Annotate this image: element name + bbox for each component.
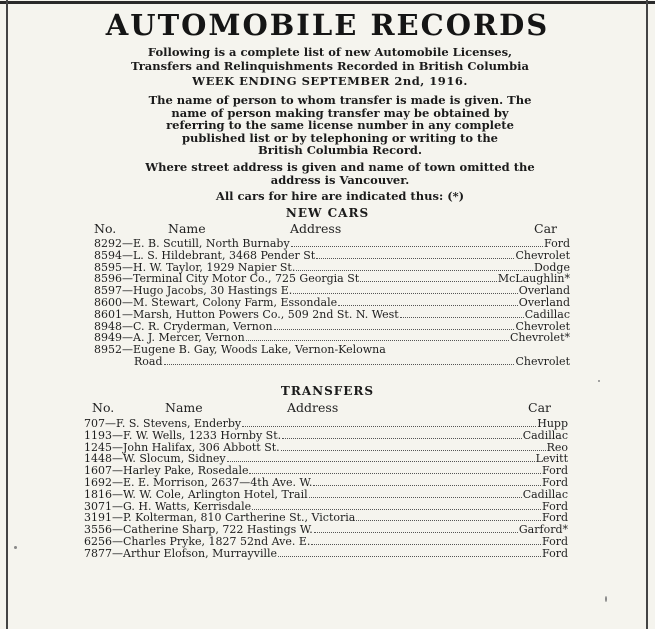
dot-leader (400, 309, 524, 318)
car-make: Overland (518, 295, 570, 309)
hire-note-paragraph (92, 190, 588, 203)
column-header-no: No. (94, 221, 117, 236)
owner-name-address: —Terminal City Motor Co., 725 Georgia St (122, 272, 360, 286)
intro-line: Following is a complete list of new Automobile Licenses, (147, 45, 513, 59)
car-make: McLaughlin* (497, 272, 570, 286)
car-make: Chevrolet (515, 248, 570, 262)
owner-name-address: —Hugo Jacobs, 30 Hastings E. (122, 284, 293, 298)
car-make: Garford* (518, 523, 568, 537)
dot-leader (274, 321, 515, 330)
dot-leader (227, 453, 535, 462)
license-number: 8596 (94, 272, 122, 286)
list-item (84, 536, 568, 548)
dot-leader (242, 418, 536, 427)
owner-name-address: —Marsh, Hutton Powers Co., 509 2nd St. N. West (122, 307, 399, 321)
page-title: AUTOMOBILE RECORDS (105, 8, 550, 42)
dot-leader (338, 297, 518, 306)
car-make: Ford (542, 546, 568, 560)
dot-leader (252, 501, 541, 510)
intro-line: Transfers and Relinquishments Recorded in British Columbia (131, 59, 529, 73)
car-make: Levitt (535, 452, 568, 466)
address-note-paragraph (92, 161, 588, 186)
paragraph-line: Where street address is given and name of town omitted the (145, 160, 535, 174)
license-number: 3071 (84, 499, 112, 513)
car-make: Chevrolet (515, 319, 570, 333)
license-number: 8594 (94, 248, 122, 262)
car-make: Reo (546, 440, 568, 454)
list-item (94, 309, 570, 321)
owner-name-address: —M. Stewart, Colony Farm, Essondale (122, 295, 338, 309)
list-item (84, 430, 568, 442)
dot-leader (311, 536, 541, 545)
dot-leader (360, 273, 497, 282)
owner-name-address: —Charles Pryke, 1827 52nd Ave. E. (112, 534, 311, 548)
list-item (94, 297, 570, 309)
print-speck (598, 380, 600, 382)
owner-name-address: —Catherine Sharp, 722 Hastings W. (112, 523, 313, 537)
dot-leader (249, 465, 541, 474)
paragraph-line: All cars for hire are indicated thus: (*) (215, 189, 465, 203)
license-number: 707 (84, 417, 105, 430)
license-number: 8597 (94, 284, 122, 298)
car-make: Ford (542, 511, 568, 525)
column-header-name: Name (168, 221, 206, 236)
car-make: Cadillac (524, 307, 570, 321)
license-number: 8595 (94, 260, 122, 274)
dot-leader (281, 442, 546, 451)
car-make: Ford (544, 237, 570, 250)
owner-name-address: —John Halifax, 306 Abbott St. (112, 440, 280, 454)
car-make: Ford (542, 464, 568, 478)
license-number: 8292 (94, 237, 122, 250)
right-border-rule (646, 0, 648, 629)
dot-leader (356, 512, 541, 521)
owner-name-address: —Harley Pake, Rosedale (112, 464, 249, 478)
owner-name-address: —H. W. Taylor, 1929 Napier St. (122, 260, 296, 274)
list-item (94, 250, 570, 262)
license-number: 8948 (94, 319, 122, 333)
owner-name-address: —L. S. Hildebrant, 3468 Pender St (122, 248, 316, 262)
week-ending-line: WEEK ENDING SEPTEMBER 2nd, 1916. (192, 74, 468, 88)
car-make: Dodge (533, 260, 570, 274)
owner-name-address: —P. Kolterman, 810 Cartherine St., Victoria (112, 511, 356, 525)
owner-name-address: —F. W. Wells, 1233 Hornby St. (112, 428, 282, 442)
car-make: Hupp (537, 417, 568, 430)
column-header-address: Address (290, 221, 342, 236)
car-make: Cadillac (522, 487, 568, 501)
owner-name-address: —F. S. Stevens, Enderby (105, 417, 242, 430)
owner-name-address: —W. Slocum, Sidney (112, 452, 226, 466)
print-speck (14, 546, 17, 549)
column-header-car: Car (534, 221, 557, 236)
license-number: 8949 (94, 331, 122, 345)
license-number: 1193 (84, 428, 112, 442)
left-border-rule (6, 0, 8, 629)
new-cars-heading: NEW CARS (285, 206, 370, 220)
list-item (84, 548, 568, 560)
license-number: 1607 (84, 464, 112, 478)
dot-leader (313, 477, 541, 486)
car-make: Chevrolet* (509, 331, 570, 345)
license-number: 8952 (94, 343, 122, 357)
car-make: Ford (542, 499, 568, 513)
dot-leader (309, 489, 522, 498)
dot-leader (246, 332, 509, 341)
dot-leader (314, 524, 518, 533)
license-number: 8600 (94, 295, 122, 309)
license-number: 1692 (84, 475, 112, 489)
license-number: 7877 (84, 546, 112, 560)
column-header-car: Car (528, 400, 551, 415)
owner-name-address: Road (134, 354, 163, 368)
owner-name-address: —W. W. Cole, Arlington Hotel, Trail (112, 487, 308, 501)
owner-name-address: —Arthur Elofson, Murrayville (112, 546, 278, 560)
dot-leader (282, 430, 522, 439)
list-item (84, 477, 568, 489)
license-number: 8601 (94, 307, 122, 321)
list-item (94, 344, 570, 356)
transfers-list (84, 418, 568, 560)
owner-name-address: —Eugene B. Gay, Woods Lake, Vernon-Kelowna (122, 343, 386, 357)
owner-name-address: —G. H. Watts, Kerrisdale (112, 499, 252, 513)
owner-name-address: —E. B. Scutill, North Burnaby (122, 237, 290, 250)
license-number: 6256 (84, 534, 112, 548)
list-item (84, 489, 568, 501)
car-make: Chevrolet (515, 354, 570, 368)
car-make: Ford (542, 534, 568, 548)
list-item (94, 356, 570, 368)
column-header-no: No. (92, 400, 115, 415)
column-header-address: Address (287, 400, 339, 415)
dot-leader (164, 356, 515, 365)
car-make: Cadillac (522, 428, 568, 442)
paragraph-line: name of person making transfer may be obtained by (171, 105, 509, 120)
print-speck (605, 596, 607, 602)
transfer-note-paragraph (92, 94, 588, 157)
paragraph-line: The name of person to whom transfer is made is given. The (148, 93, 532, 107)
license-number: 1245 (84, 440, 112, 454)
paragraph-line: address is Vancouver. (270, 172, 410, 187)
paragraph-line: published list or by telephoning or writing to the (181, 130, 498, 145)
transfers-heading: TRANSFERS (280, 384, 375, 398)
license-number: 1448 (84, 452, 112, 466)
car-make: Ford (542, 475, 568, 489)
dot-leader (296, 262, 533, 271)
paragraph-line: referring to the same license number in any complete (166, 118, 514, 132)
dot-leader (293, 285, 518, 294)
license-number: 3191 (84, 511, 112, 525)
column-header-name: Name (165, 400, 203, 415)
car-make: Overland (518, 284, 570, 298)
paragraph-line: British Columbia Record. (258, 143, 422, 157)
owner-name-address: —E. E. Morrison, 2637—4th Ave. W. (112, 475, 313, 489)
dot-leader (291, 238, 543, 247)
new-cars-list (94, 238, 570, 368)
dot-leader (278, 548, 541, 557)
license-number: 1816 (84, 487, 112, 501)
license-number: 3556 (84, 523, 112, 537)
dot-leader (316, 250, 514, 259)
owner-name-address: —A. J. Mercer, Vernon (122, 331, 245, 345)
owner-name-address: —C. R. Cryderman, Vernon (122, 319, 273, 333)
top-border-rule (0, 1, 655, 4)
